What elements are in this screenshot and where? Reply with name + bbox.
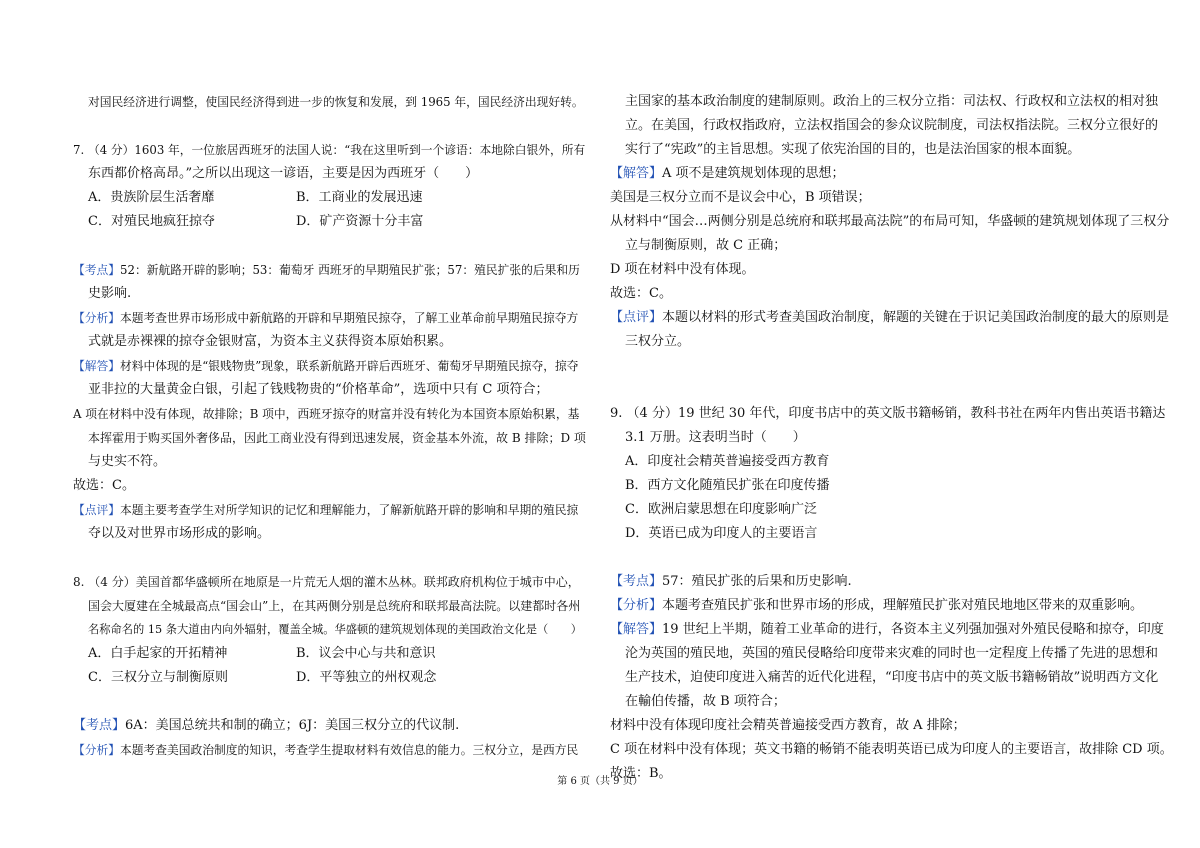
q9-jieda <box>610 621 1164 639</box>
fenxi-tag: 【分析】 <box>610 598 663 613</box>
fenxi-tag: 【分析】 <box>73 743 120 757</box>
q8-kaodian <box>73 717 459 735</box>
dianping-tag: 【点评】 <box>73 503 120 517</box>
q9-option-a: A．印度社会精英普遍接受西方教育 <box>625 454 830 469</box>
q7-stem-line-1: 7. （4 分）1603 年，一位旅居西班牙的法国人说：“我在这里听到一个谚语：本地除白银外，所有 <box>73 143 586 157</box>
q7-dianping-text-1: 本题主要考查学生对所学知识的记忆和理解能力，了解新航路开辟的影响和早期的殖民掠 <box>120 503 579 517</box>
q9-fenxi <box>610 597 1143 615</box>
q7-option-a: A．贵族阶层生活奢靡 <box>88 190 215 205</box>
q8-kaodian-text-1: 6A：美国总统共和制的确立；6J：美国三权分立的代议制. <box>125 718 460 733</box>
q8-jieda-text-4: 立与制衡原则，故 C 正确； <box>625 238 787 253</box>
q7-fenxi-text-2: 式就是赤裸裸的掠夺金银财富，为资本主义获得资本原始积累。 <box>88 334 453 349</box>
q8-option-b: B．议会中心与共和意识 <box>296 646 436 661</box>
q8-jieda-text-5: D 项在材料中没有体现。 <box>610 262 755 277</box>
q9-jieda-text-1: 19 世纪上半期，随着工业革命的进行，各资本主义列强加强对外殖民侵略和掠夺，印度 <box>662 622 1164 637</box>
q7-jieda-text-1: 材料中体现的是“银贱物贵”现象，联系新航路开辟后西班牙、葡萄牙早期殖民掠夺，掠夺 <box>120 359 579 373</box>
q7-fenxi-text-1: 本题考查世界市场形成中新航路的开辟和早期殖民掠夺，了解工业革命前早期殖民掠夺方 <box>120 311 579 325</box>
q9-stem-line-2: 3.1 万册。这表明当时（ ） <box>625 430 806 445</box>
q7-jieda-text-3: A 项在材料中没有体现，故排除；B 项中，西班牙掠夺的财富并没有转化为本国资本原始积累，基 <box>73 407 580 421</box>
q7-kaodian-text-2: 史影响. <box>88 286 132 301</box>
dianping-tag: 【点评】 <box>610 310 663 325</box>
q8-dianping-text-2: 三权分立。 <box>625 334 691 349</box>
q8-fenxi-text-4: 实行了“宪政”的主旨思想。实现了依宪治国的目的，也是法治国家的根本面貌。 <box>625 142 1081 157</box>
jieda-tag: 【解答】 <box>73 359 120 373</box>
q8-jieda-text-2: 美国是三权分立而不是议会中心，B 项错误； <box>610 190 871 205</box>
fenxi-tag: 【分析】 <box>73 311 120 325</box>
q7-kaodian <box>73 261 580 279</box>
q7-jieda-text-2: 亚非拉的大量黄金白银，引起了钱贱物贵的“价格革命”，选项中只有 C 项符合； <box>88 382 549 397</box>
q9-fenxi-text-1: 本题考查殖民扩张和世界市场的形成，理解殖民扩张对殖民地地区带来的双重影响。 <box>662 598 1144 613</box>
q9-jieda-text-5: 材料中没有体现印度社会精英普遍接受西方教育，故 A 排除； <box>610 718 966 733</box>
kaodian-tag: 【考点】 <box>610 574 663 589</box>
q7-answer: 故选：C。 <box>73 478 135 493</box>
q9-jieda-text-6: C 项在材料中没有体现；英文书籍的畅销不能表明英语已成为印度人的主要语言，故排除 CD 项。 <box>610 742 1173 757</box>
q7-jieda-text-5: 与史实不符。 <box>88 454 167 469</box>
q7-jieda <box>73 357 579 375</box>
kaodian-tag: 【考点】 <box>73 718 126 733</box>
q8-stem-line-3: 名称命名的 15 条大道由内向外辐射，覆盖全城。华盛顿的建筑规划体现的美国政治文化是（ ） <box>88 623 582 636</box>
q8-stem-line-2: 国会大厦建在全城最高点“国会山”上，在其两侧分别是总统府和联邦最高法院。以建都时各州 <box>88 599 581 613</box>
q9-answer: 故选：B。 <box>610 766 672 781</box>
jieda-tag: 【解答】 <box>610 166 663 181</box>
kaodian-tag: 【考点】 <box>73 263 120 277</box>
q9-jieda-text-4: 在輸伯传播，故 B 项符合； <box>625 694 786 709</box>
q9-jieda-text-3: 生产技术，迫使印度进入痛苦的近代化进程，“印度书店中的英文版书籍畅销故”说明西方文化 <box>625 670 1159 685</box>
page-number-footer: 第 6 页（共 9 页） <box>557 776 643 787</box>
q8-option-a: A．白手起家的开拓精神 <box>88 646 228 661</box>
q8-option-d: D．平等独立的州权观念 <box>296 670 437 685</box>
q9-option-c: C．欧洲启蒙思想在印度影响广泛 <box>625 502 817 517</box>
q8-dianping-text-1: 本题以材料的形式考查美国政治制度，解题的关键在于识记美国政治制度的最大的原则是 <box>662 310 1170 325</box>
q8-answer: 故选：C。 <box>610 286 672 301</box>
q7-jieda-text-4: 本挥霍用于购买国外奢侈品，因此工商业没有得到迅速发展，资金基本外流，故 B 排除；D 项 <box>88 431 586 445</box>
q8-dianping <box>610 309 1169 327</box>
q8-fenxi-text-1: 本题考查美国政治制度的知识，考查学生提取材料有效信息的能力。三权分立，是西方民 <box>120 743 579 757</box>
q8-fenxi-text-2: 主国家的基本政治制度的建制原则。政治上的三权分立指：司法权、行政权和立法权的相对独 <box>625 94 1159 109</box>
q7-option-d: D．矿产资源十分丰富 <box>296 214 424 229</box>
q7-kaodian-text-1: 52：新航路开辟的影响；53：葡萄牙 西班牙的早期殖民扩张；57：殖民扩张的后果和历 <box>120 263 580 277</box>
q9-stem-line-1: 9. （4 分）19 世纪 30 年代，印度书店中的英文版书籍畅销，教科书社在两年内售出英语书籍达 <box>610 406 1166 421</box>
q8-fenxi <box>73 741 578 759</box>
q8-jieda <box>610 165 845 183</box>
q7-dianping <box>73 501 578 519</box>
q7-dianping-text-2: 夺以及对世界市场形成的影响。 <box>88 526 271 541</box>
q9-jieda-text-2: 沦为英国的殖民地，英国的殖民侵略给印度带来灾难的同时也一定程度上传播了先进的思想和 <box>625 646 1159 661</box>
q9-kaodian-text-1: 57：殖民扩张的后果和历史影响. <box>662 574 852 589</box>
q9-kaodian <box>610 573 852 591</box>
q7-option-c: C．对殖民地疯狂掠夺 <box>88 214 215 229</box>
q8-stem-line-1: 8. （4 分）美国首都华盛顿所在地原是一片荒无人烟的灌木丛林。联邦政府机构位于城市中心， <box>73 575 580 589</box>
q8-jieda-text-1: A 项不是建筑规划体现的思想； <box>662 166 845 181</box>
q7-stem-line-2: 东西都价格高昂。”之所以出现这一谚语，主要是因为西班牙（ ） <box>88 166 479 181</box>
q8-option-c: C．三权分立与制衡原则 <box>88 670 228 685</box>
q7-option-b: B．工商业的发展迅速 <box>296 190 423 205</box>
q9-option-b: B．西方文化随殖民扩张在印度传播 <box>625 478 830 493</box>
jieda-tag: 【解答】 <box>610 622 663 637</box>
intro-line: 对国民经济进行调整，使国民经济得到进一步的恢复和发展，到 1965 年，国民经济出现好转。 <box>88 95 584 109</box>
q8-jieda-text-3: 从材料中“国会…两侧分别是总统府和联邦最高法院”的布局可知，华盛顿的建筑规划体现了三权分 <box>610 214 1170 229</box>
q9-option-d: D．英语已成为印度人的主要语言 <box>625 526 818 541</box>
q8-fenxi-text-3: 立。在美国，行政权指政府，立法权指国会的参众议院制度，司法权指法院。三权分立很好的 <box>625 118 1159 133</box>
q7-fenxi <box>73 309 578 327</box>
